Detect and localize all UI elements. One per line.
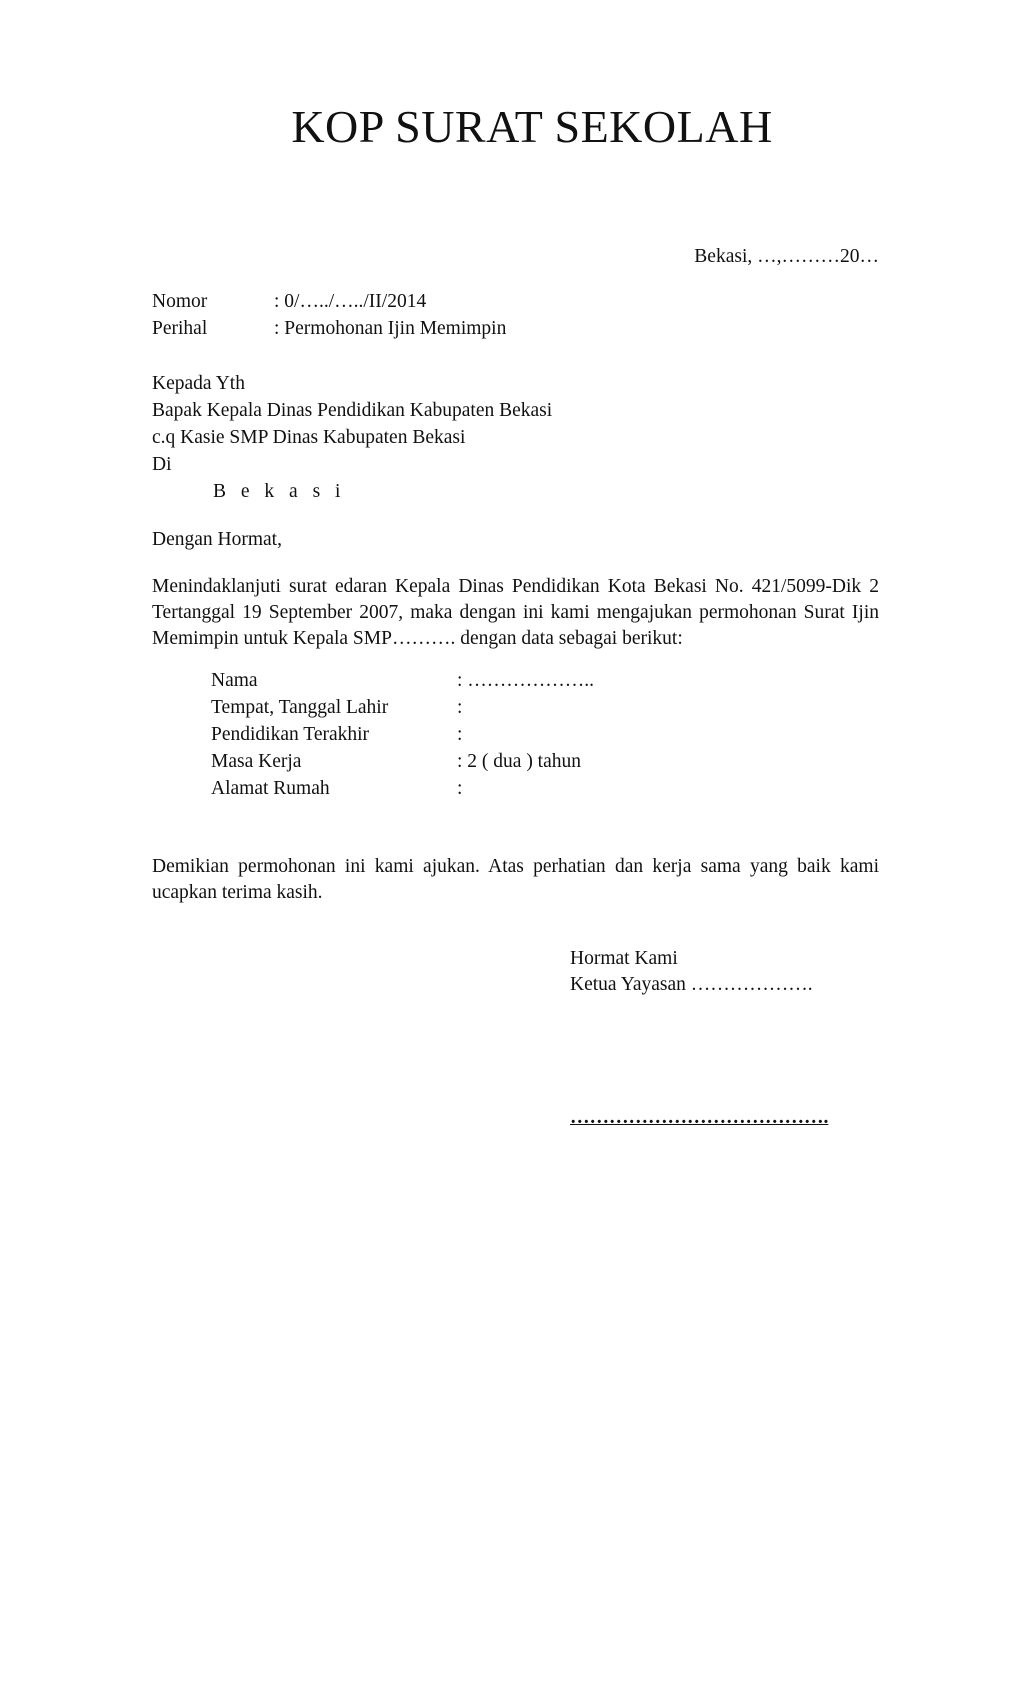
- recipient-city: B e k a s i: [213, 481, 346, 502]
- closing-block: [570, 946, 813, 998]
- closing-line: Hormat Kami: [570, 948, 678, 969]
- letter-meta: [152, 289, 506, 343]
- data-label: Alamat Rumah: [211, 778, 330, 799]
- data-row: [211, 695, 594, 722]
- recipient-line: Di: [152, 454, 172, 475]
- data-label: Masa Kerja: [211, 751, 302, 772]
- meta-label: Nomor: [152, 291, 208, 312]
- data-value: :: [457, 724, 463, 745]
- data-row: [211, 776, 594, 803]
- data-label: Tempat, Tanggal Lahir: [211, 697, 389, 718]
- meta-value: : 0/…../…../II/2014: [274, 291, 427, 312]
- data-row: [211, 722, 594, 749]
- meta-row-nomor: [152, 289, 506, 316]
- data-value: : ………………..: [457, 670, 595, 691]
- data-label: Nama: [211, 670, 258, 691]
- closing-line: Ketua Yayasan ……………….: [570, 974, 813, 995]
- data-value: : 2 ( dua ) tahun: [457, 751, 582, 772]
- data-row: [211, 668, 594, 695]
- data-label: Pendidikan Terakhir: [211, 724, 370, 745]
- data-value: :: [457, 778, 463, 799]
- meta-value: : Permohonan Ijin Memimpin: [274, 318, 507, 339]
- body-paragraph: Menindaklanjuti surat edaran Kepala Dinas Pendidikan Kota Bekasi No. 421/5099-Dik 2 Tertanggal 19 September 2007, maka dengan ini kami mengajukan permohonan Surat Ijin Memimpin untuk Kepala SMP………. dengan data sebagai berikut:: [152, 576, 879, 649]
- meta-row-perihal: [152, 316, 506, 343]
- recipient-line: c.q Kasie SMP Dinas Kabupaten Bekasi: [152, 427, 466, 448]
- signature-line: ………………………………….: [570, 1107, 829, 1128]
- recipient-line: Kepada Yth: [152, 373, 245, 394]
- recipient-line: Bapak Kepala Dinas Pendidikan Kabupaten Bekasi: [152, 400, 553, 421]
- applicant-data-table: [211, 668, 594, 803]
- greeting: Dengan Hormat,: [152, 529, 282, 550]
- meta-label: Perihal: [152, 318, 208, 339]
- closing-paragraph: Demikian permohonan ini kami ajukan. Atas perhatian dan kerja sama yang baik kami ucapkan terima kasih.: [152, 856, 879, 903]
- data-row: [211, 749, 594, 776]
- data-value: :: [457, 697, 463, 718]
- date-line: Bekasi, …,………20…: [694, 246, 879, 267]
- letterhead-title: KOP SURAT SEKOLAH: [291, 101, 773, 152]
- recipient-block: [152, 371, 552, 506]
